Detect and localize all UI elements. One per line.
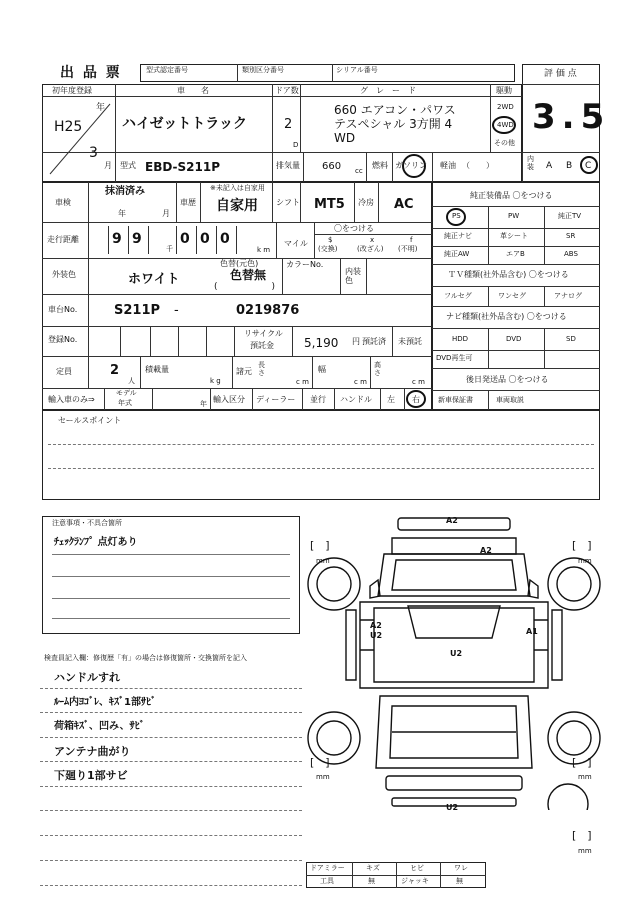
inspection-year: 年: [118, 209, 126, 218]
damage-mark-a2-hood: A2: [480, 546, 492, 555]
equip-tv: 純正TV: [558, 212, 582, 220]
sales-point-block: [42, 410, 600, 500]
repaint-paren: ( ): [214, 282, 276, 292]
evaluation-label: 評 価 点: [544, 69, 577, 79]
bottom-header-3: ヒビ: [410, 864, 424, 872]
equip-abs: ABS: [564, 250, 578, 258]
bracket-front-left: [ ]: [310, 539, 330, 552]
class-label: 類別区分番号: [242, 66, 284, 74]
bottom-value-1: 工具: [320, 877, 334, 885]
drive-label: 駆動: [496, 86, 512, 95]
inspector-item-3: 荷箱ｷｽﾞ、凹み、ｻﾋﾞ: [54, 721, 145, 732]
bracket-front-right: [ ]: [572, 539, 592, 552]
dims-label: 諸元: [236, 367, 252, 376]
km-unit: k m: [257, 246, 271, 254]
navi-title: ナビ種類(社外品含む) 〇をつける: [446, 312, 567, 321]
reg-label: 登録No.: [48, 335, 78, 344]
tv-analog: アナログ: [554, 292, 582, 300]
meter-unknown: (不明): [398, 245, 418, 253]
repaint-label: 色替(元色): [220, 259, 259, 268]
width-label: 幅: [318, 365, 326, 374]
model-year-label-1: モデル: [116, 389, 137, 397]
first-reg-label: 初年度登録: [52, 86, 92, 95]
chassis-label: 車台No.: [48, 305, 78, 314]
recycle-label-2: 預託金: [250, 341, 274, 350]
equip-ps: PS: [452, 212, 461, 220]
grade-label: グ レ ー ド: [360, 86, 416, 95]
inspection-status: 抹消済み: [105, 186, 145, 197]
bottom-header-2: キズ: [366, 864, 380, 872]
inspector-item-5: 下廻り1部サビ: [54, 769, 128, 782]
fuel-gasoline-circle: [402, 154, 426, 178]
first-reg-year: H25: [54, 119, 83, 135]
year-suffix: 年: [96, 103, 106, 113]
damage-mark-a1-right: A1: [526, 627, 538, 636]
equip-aw: 純正AW: [444, 250, 470, 258]
notes-item-1: ﾁｪｯｸﾗﾝﾌﾟ 点灯あり: [54, 537, 138, 548]
model-value: EBD-S211P: [145, 160, 220, 174]
mm-rear-right: mm: [578, 773, 592, 781]
fuel-light: 軽油: [440, 161, 456, 170]
interior-c: C: [585, 161, 592, 171]
fuel-gasoline: ガソリン: [395, 161, 427, 170]
usage-note: ※未記入は自家用: [210, 184, 265, 192]
grade-line-3: WD: [334, 131, 356, 145]
interior-label: 内装: [527, 155, 534, 171]
interior-c-circle: [580, 156, 598, 174]
inspector-item-2: ﾙｰﾑ内ﾖｺﾞﾚ、ｷｽﾞ1部ｻﾋﾞ: [54, 697, 156, 708]
meter-exchange-mark: $: [328, 236, 333, 244]
capacity-unit: 人: [128, 377, 135, 385]
load-label: 積載量: [145, 365, 169, 374]
handle-label: ハンドル: [340, 395, 372, 404]
equipment-title: 純正装備品 〇をつける: [470, 191, 553, 200]
fuel-label: 燃料: [372, 161, 388, 170]
header-id-row: [140, 64, 515, 82]
bottom-value-4: 無: [456, 877, 463, 885]
mileage-digit-5: 0: [220, 231, 230, 247]
color-label: 外装色: [52, 270, 76, 279]
capacity-value: 2: [110, 363, 120, 378]
length-label: 長さ: [258, 361, 265, 377]
model-cert-label: 型式認定番号: [146, 66, 188, 74]
shift-label: シフト: [276, 198, 300, 207]
color-no-label: カラーNo.: [286, 260, 324, 269]
mile-label: マイル: [284, 239, 308, 248]
tv-oneseg: ワンセグ: [498, 292, 526, 300]
meter-exchange: (交換): [318, 245, 338, 253]
navi-hdd: HDD: [452, 335, 469, 343]
repaint-value: 色替無: [230, 268, 267, 282]
cc-unit: cc: [355, 167, 363, 175]
mileage-digit-3: 0: [180, 231, 190, 247]
import-parallel: 並行: [310, 395, 326, 404]
meter-unknown-mark: f: [410, 236, 413, 244]
import-type-label: 輸入区分: [213, 395, 245, 404]
handle-right: 右: [412, 395, 420, 404]
chassis-dash: -: [174, 303, 179, 318]
later-title: 後日発送品 〇をつける: [466, 375, 549, 384]
model-label: 型式: [120, 161, 136, 170]
color-value: ホワイト: [128, 272, 180, 287]
mm-spare: mm: [578, 847, 592, 855]
bracket-rear-left: [ ]: [310, 756, 330, 769]
car-name: ハイゼットトラック: [122, 116, 248, 132]
chassis-number: 0219876: [236, 303, 300, 318]
chassis-prefix: S211P: [114, 303, 161, 318]
damage-mark-u2-left: U2: [370, 631, 383, 640]
drive-4wd: 4WD: [497, 121, 514, 129]
model-year-unit: 年: [200, 400, 207, 408]
ac-label: 冷房: [358, 198, 374, 207]
form-title: 出 品 票: [60, 65, 122, 81]
month-suffix: 月: [104, 161, 112, 170]
import-dealer: ディーラー: [256, 395, 296, 404]
equip-navi: 純正ナビ: [444, 232, 472, 240]
first-reg-month: 3: [89, 145, 98, 161]
recycle-deposited: 預託済: [362, 337, 386, 346]
interior-b: B: [566, 161, 573, 171]
equip-airbag: エアB: [506, 250, 525, 258]
inspection-label: 車検: [55, 198, 71, 207]
drive-other: その他: [494, 139, 515, 147]
evaluation-score: 3.5: [532, 97, 611, 137]
inspector-item-1: ハンドルすれ: [54, 671, 120, 684]
recycle-label-1: リサイクル: [244, 329, 283, 338]
capacity-label: 定員: [56, 367, 72, 376]
length-unit: c m: [296, 378, 309, 386]
recycle-yen: 円: [352, 337, 360, 346]
mileage-digit-1: 9: [112, 231, 122, 247]
damage-mark-u2-rear: U2: [446, 803, 459, 812]
drive-4wd-circle: [492, 116, 516, 134]
car-name-label: 車 名: [177, 86, 209, 95]
recycle-amount: 5,190: [304, 336, 339, 350]
doors-suffix: D: [293, 141, 299, 149]
equip-ps-circle: [446, 208, 466, 226]
grade-line-1: 660 エアコン・パワス: [334, 103, 456, 117]
equip-pw: PW: [508, 212, 520, 220]
interior-color-label: 内装色: [345, 267, 361, 285]
mileage-label: 走行距離: [47, 235, 79, 244]
mileage-digit-4: 0: [200, 231, 210, 247]
model-year-label-2: 年式: [118, 399, 132, 407]
height-label: 高さ: [374, 361, 381, 377]
interior-a: A: [546, 161, 553, 171]
navi-dvd: DVD: [506, 335, 522, 343]
meter-tamper: (改ざん): [357, 245, 384, 253]
load-unit: k g: [210, 377, 221, 385]
notes-box: [42, 516, 300, 634]
mileage-digit-2: 9: [132, 231, 142, 247]
tv-title: ＴＶ種類(社外品含む) 〇をつける: [448, 270, 569, 279]
notes-label: 注意事項・不具合箇所: [52, 519, 122, 527]
bracket-rear-right: [ ]: [572, 756, 592, 769]
usage-value: 自家用: [216, 198, 258, 214]
mm-front-left: mm: [316, 557, 330, 565]
handle-left: 左: [387, 395, 395, 404]
later-manual: 車両取説: [496, 396, 524, 404]
inspector-item-4: アンテナ曲がり: [54, 745, 131, 758]
width-unit: c m: [354, 378, 367, 386]
damage-mark-a2-top: A2: [446, 516, 458, 525]
damage-mark-a2-left: A2: [370, 621, 382, 630]
bottom-value-2: 無: [368, 877, 375, 885]
fuel-other: （ ）: [462, 161, 494, 170]
height-unit: c m: [412, 378, 425, 386]
import-label: 輸入車のみ⇒: [48, 395, 95, 404]
sales-point-label: セールスポイント: [58, 416, 122, 425]
later-warranty: 新車保証書: [438, 396, 473, 404]
drive-2wd: 2WD: [497, 103, 514, 111]
bottom-value-3: ジャッキ: [401, 877, 429, 885]
mm-rear-left: mm: [316, 773, 330, 781]
meter-tamper-mark: x: [370, 236, 375, 244]
ac-value: AC: [394, 197, 414, 212]
meter-circle-note: 〇をつける: [334, 224, 374, 233]
shift-value: MT5: [314, 197, 345, 212]
equip-sr: SR: [566, 232, 576, 240]
doors-label: ドア数: [275, 86, 299, 95]
inspector-label: 検査員記入欄：修復歴「有」の場合は修復箇所・交換箇所を記入: [44, 654, 247, 662]
doors-value: 2: [284, 117, 293, 132]
dvd-playback: DVD再生可: [436, 354, 473, 362]
bottom-header-4: ワレ: [454, 864, 468, 872]
inspection-month: 月: [162, 209, 170, 218]
handle-right-circle: [406, 390, 426, 408]
recycle-not-deposited: 未預託: [398, 337, 422, 346]
bracket-spare: [ ]: [572, 829, 592, 842]
grade-line-2: テスペシャル 3方開 4: [334, 117, 453, 131]
serial-label: シリアル番号: [336, 66, 378, 74]
mm-front-right: mm: [578, 557, 592, 565]
displacement-label: 排気量: [276, 161, 300, 170]
bottom-header-1: ドアミラー: [310, 864, 345, 872]
navi-sd: SD: [566, 335, 576, 343]
tv-fullseg: フルセグ: [444, 292, 472, 300]
thousand-unit: 千: [166, 245, 173, 253]
equip-leather: 革シート: [500, 232, 528, 240]
history-label: 車歴: [180, 198, 196, 207]
displacement-value: 660: [322, 161, 342, 172]
damage-mark-u2-center: U2: [450, 649, 463, 658]
